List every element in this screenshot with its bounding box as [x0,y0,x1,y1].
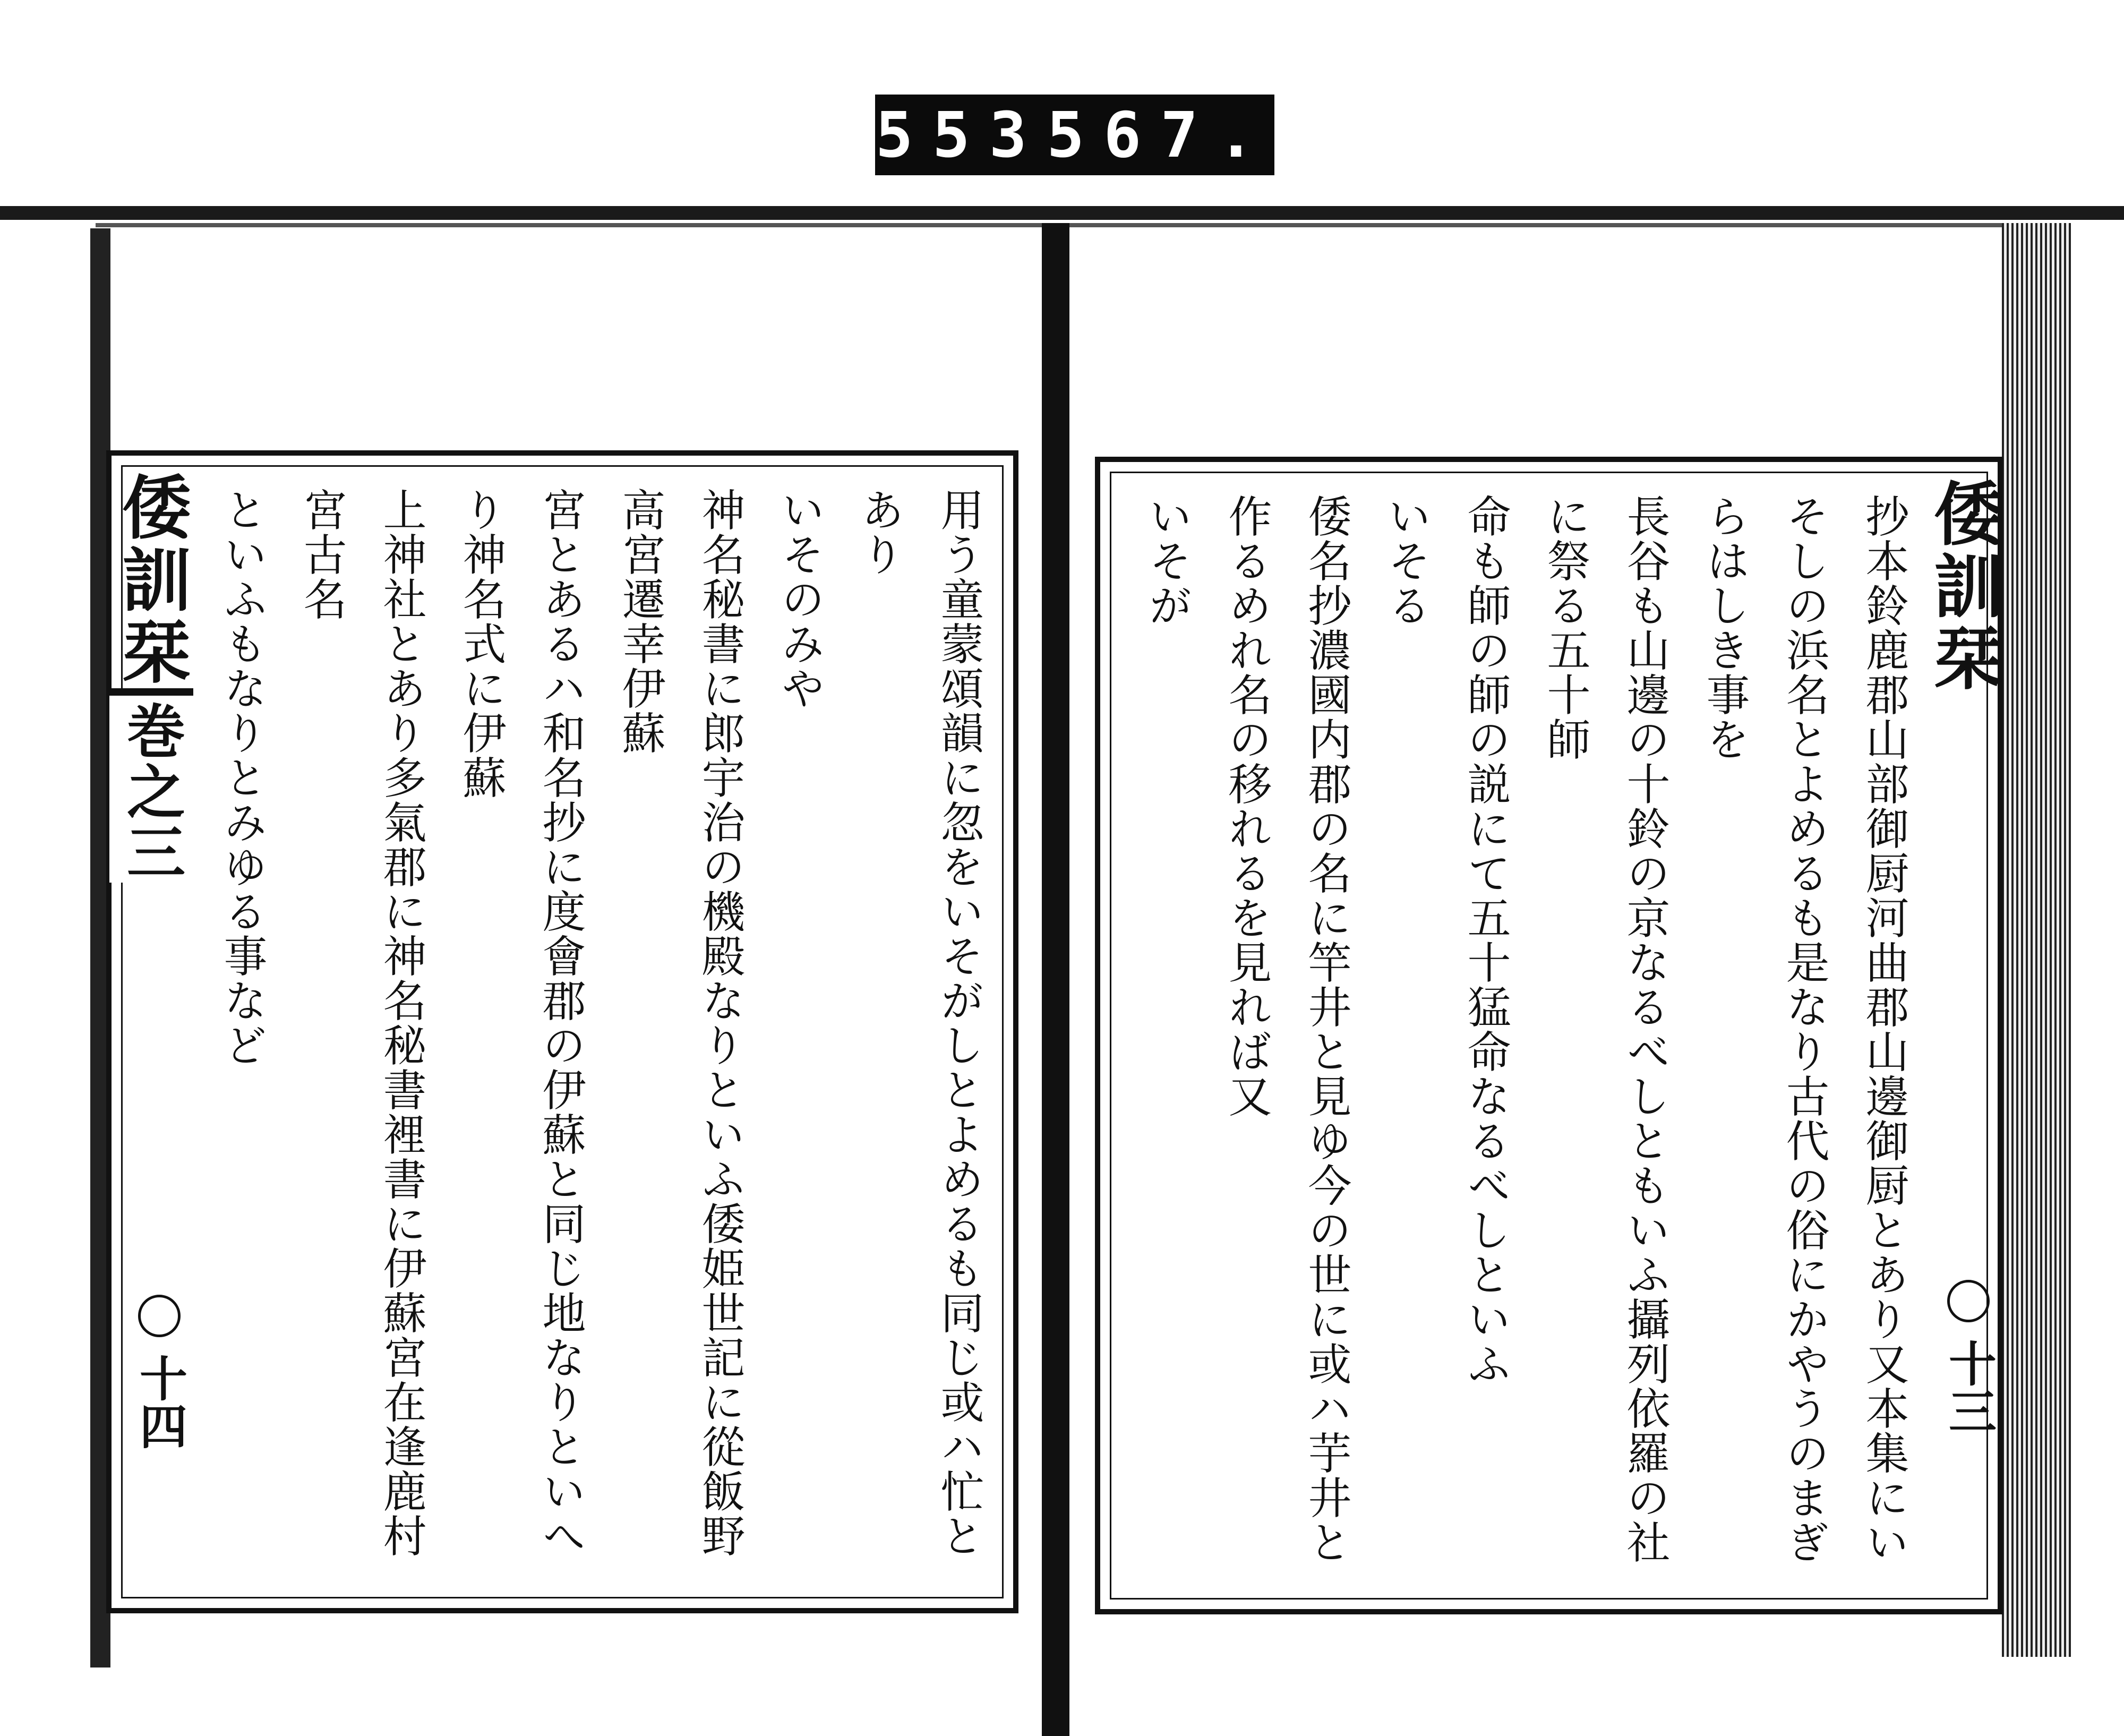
right-title: 倭訓栞 [1922,478,2004,695]
text-column: 宮とあるハ和名抄に度會郡の伊蘇と同じ地なりといへり神名式に伊蘇 [456,488,586,1558]
left-folio [125,1295,194,1518]
text-column: 倭名抄濃國内郡の名に竿井と見ゆ今の世に或ハ芋井と [1301,494,1351,1564]
page-edges-right [2002,223,2071,1657]
left-page-frame [106,450,1018,1613]
left-volume: 巻之三 [109,688,193,883]
right-page-frame [1095,457,2003,1614]
left-title-column [110,472,192,1215]
text-column [191,488,202,1581]
left-folio-number: 十四 [131,1354,187,1450]
label-right-number: 567. [1047,98,1274,172]
folio-circle-icon [1947,1280,1990,1322]
text-column: といふもなりとみゆる事など [217,488,267,1067]
text-column: 抄本鈴鹿郡山部御厨河曲郡山邊御厨とあり又本集にいそしの浜名とよめるも是なり古代の俗にかやうのまぎらはしき事を [1699,494,1909,1564]
right-folio [1934,1280,2003,1503]
text-column: 神名秘書に郎宇治の機殿なりといふ倭姫世記に從飯野高宮遷幸伊蘇 [615,488,745,1558]
text-column: 上神社とあり多氣郡に神名秘書裡書に伊蘇宮在逢鹿村宮古名 [296,488,426,1558]
left-body-text [191,488,998,1581]
text-column: 命も師の師の説にて五十猛命なるべしといふ [1460,494,1511,1386]
right-folio-number: 十三 [1940,1339,1997,1435]
catalog-label [875,95,1274,175]
text-column: 作るめれ名の移れるを見れば又 [1221,494,1272,1118]
binding-bar-inner [96,223,2071,227]
text-column: いそが [1142,494,1192,628]
left-title: 倭訓栞 [110,472,192,688]
right-title-column [1922,478,2004,913]
text-column: いそる [1381,494,1431,628]
text-column: いそのみや [774,488,825,711]
folio-circle-icon [138,1295,181,1337]
binding-bar [0,206,2124,220]
label-left-number: 553 [875,98,1046,172]
text-column [1121,494,1127,1588]
text-column: 用う童蒙頌韻に忽をいそがしとよめるも同じ或ハ忙とあり [854,488,984,1558]
text-column: 長谷も山邊の十鈴の京なるべしともいふ攝列依羅の社に祭る五十師 [1540,494,1670,1564]
right-body-text [1121,494,1923,1588]
book-spine [1042,223,1069,1736]
